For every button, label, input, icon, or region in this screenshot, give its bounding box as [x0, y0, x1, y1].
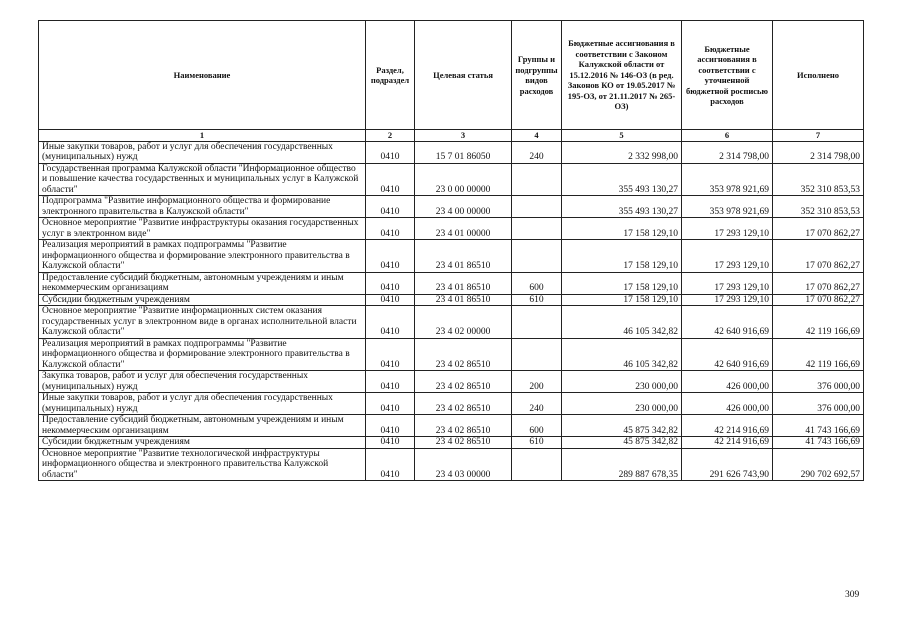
column-number-row	[39, 130, 864, 142]
cell-executed: 290 702 692,57	[773, 448, 864, 481]
cell-executed: 352 310 853,53	[773, 196, 864, 218]
cell-expense-group: 240	[512, 393, 562, 415]
cell-section: 0410	[366, 240, 415, 273]
cell-budget-refined: 2 314 798,00	[682, 141, 773, 163]
cell-budget-law: 46 105 342,82	[562, 306, 682, 339]
cell-section: 0410	[366, 393, 415, 415]
cell-expense-group: 600	[512, 415, 562, 437]
cell-expense-group	[512, 196, 562, 218]
cell-budget-law: 17 158 129,10	[562, 272, 682, 294]
cell-target-article: 15 7 01 86050	[415, 141, 512, 163]
cell-expense-group: 200	[512, 371, 562, 393]
cell-budget-law: 230 000,00	[562, 371, 682, 393]
table-row	[39, 306, 864, 339]
header-expense-group: Группы и подгруппы видов расходов	[512, 21, 562, 130]
cell-expense-group	[512, 448, 562, 481]
column-number: 3	[415, 130, 512, 142]
cell-budget-refined: 426 000,00	[682, 393, 773, 415]
cell-budget-refined: 17 293 129,10	[682, 272, 773, 294]
cell-budget-refined: 42 214 916,69	[682, 415, 773, 437]
cell-expense-group	[512, 218, 562, 240]
cell-target-article: 23 4 01 86510	[415, 272, 512, 294]
column-number: 7	[773, 130, 864, 142]
cell-target-article: 23 4 03 00000	[415, 448, 512, 481]
cell-name: Государственная программа Калужской области "Информационное общество и повышение качества государственных и муниципальных услуг в Калужской области"	[39, 163, 366, 196]
cell-section: 0410	[366, 437, 415, 449]
header-executed: Исполнено	[773, 21, 864, 130]
cell-section: 0410	[366, 338, 415, 371]
cell-name: Основное мероприятие "Развитие информационных систем оказания государственных услуг в электронном виде в органах исполнительной власти Калужской области"	[39, 306, 366, 339]
table-row	[39, 240, 864, 273]
cell-executed: 42 119 166,69	[773, 338, 864, 371]
cell-name: Субсидии бюджетным учреждениям	[39, 437, 366, 449]
cell-budget-refined: 17 293 129,10	[682, 218, 773, 240]
cell-budget-law: 45 875 342,82	[562, 415, 682, 437]
cell-target-article: 23 4 02 86510	[415, 437, 512, 449]
cell-executed: 17 070 862,27	[773, 272, 864, 294]
column-number: 2	[366, 130, 415, 142]
cell-target-article: 23 4 00 00000	[415, 196, 512, 218]
cell-executed: 41 743 166,69	[773, 415, 864, 437]
cell-section: 0410	[366, 141, 415, 163]
cell-target-article: 23 4 02 86510	[415, 338, 512, 371]
table-row	[39, 294, 864, 306]
table-row	[39, 448, 864, 481]
cell-budget-law: 355 493 130,27	[562, 163, 682, 196]
cell-budget-law: 2 332 998,00	[562, 141, 682, 163]
cell-name: Закупка товаров, работ и услуг для обеспечения государственных (муниципальных) нужд	[39, 371, 366, 393]
header-budget-law: Бюджетные ассигнования в соответствии с Законом Калужской области от 15.12.2016 № 146-ОЗ (в ред. Законов КО от 19.05.2017 № 195-ОЗ, от 21.11.2017 № 265-ОЗ)	[562, 21, 682, 130]
cell-target-article: 23 4 02 86510	[415, 393, 512, 415]
table-row	[39, 163, 864, 196]
cell-name: Основное мероприятие "Развитие технологической инфраструктуры информационного общества и электронного правительства Калужской области"	[39, 448, 366, 481]
cell-name: Реализация мероприятий в рамках подпрограммы "Развитие информационного общества и формирование электронного правительства в Калужской области"	[39, 338, 366, 371]
cell-section: 0410	[366, 306, 415, 339]
cell-target-article: 23 4 01 86510	[415, 294, 512, 306]
table-row	[39, 141, 864, 163]
column-number: 5	[562, 130, 682, 142]
cell-executed: 41 743 166,69	[773, 437, 864, 449]
table-row	[39, 415, 864, 437]
cell-budget-refined: 17 293 129,10	[682, 240, 773, 273]
table-row	[39, 272, 864, 294]
header-target-article: Целевая статья	[415, 21, 512, 130]
page-number: 309	[845, 590, 860, 600]
cell-budget-law: 17 158 129,10	[562, 240, 682, 273]
cell-section: 0410	[366, 163, 415, 196]
cell-expense-group	[512, 240, 562, 273]
cell-budget-law: 289 887 678,35	[562, 448, 682, 481]
cell-executed: 17 070 862,27	[773, 218, 864, 240]
column-number: 4	[512, 130, 562, 142]
table-row	[39, 338, 864, 371]
cell-budget-law: 17 158 129,10	[562, 294, 682, 306]
cell-executed: 376 000,00	[773, 393, 864, 415]
cell-name: Иные закупки товаров, работ и услуг для обеспечения государственных (муниципальных) нужд	[39, 141, 366, 163]
cell-section: 0410	[366, 415, 415, 437]
cell-budget-law: 17 158 129,10	[562, 218, 682, 240]
column-number: 6	[682, 130, 773, 142]
cell-executed: 17 070 862,27	[773, 240, 864, 273]
cell-target-article: 23 4 02 86510	[415, 371, 512, 393]
cell-section: 0410	[366, 196, 415, 218]
cell-expense-group	[512, 306, 562, 339]
cell-budget-refined: 291 626 743,90	[682, 448, 773, 481]
header-budget-refined: Бюджетные ассигнования в соответствии с уточненной бюджетной росписью расходов	[682, 21, 773, 130]
table-row	[39, 218, 864, 240]
header-name: Наименование	[39, 21, 366, 130]
cell-name: Иные закупки товаров, работ и услуг для обеспечения государственных (муниципальных) нужд	[39, 393, 366, 415]
cell-expense-group: 240	[512, 141, 562, 163]
cell-name: Предоставление субсидий бюджетным, автономным учреждениям и иным некоммерческим организациям	[39, 415, 366, 437]
table-header-row	[39, 21, 864, 130]
table-row	[39, 437, 864, 449]
cell-section: 0410	[366, 371, 415, 393]
cell-budget-law: 230 000,00	[562, 393, 682, 415]
header-section: Раздел, подраздел	[366, 21, 415, 130]
cell-expense-group: 610	[512, 437, 562, 449]
cell-name: Реализация мероприятий в рамках подпрограммы "Развитие информационного общества и формирование электронного правительства в Калужской области"	[39, 240, 366, 273]
cell-target-article: 23 4 02 00000	[415, 306, 512, 339]
table-row	[39, 371, 864, 393]
cell-name: Подпрограмма "Развитие информационного общества и формирование электронного правительства в Калужской области"	[39, 196, 366, 218]
table-row	[39, 393, 864, 415]
table-row	[39, 196, 864, 218]
cell-budget-law: 46 105 342,82	[562, 338, 682, 371]
cell-budget-refined: 17 293 129,10	[682, 294, 773, 306]
cell-section: 0410	[366, 448, 415, 481]
cell-budget-refined: 353 978 921,69	[682, 163, 773, 196]
cell-budget-refined: 42 640 916,69	[682, 306, 773, 339]
cell-target-article: 23 4 02 86510	[415, 415, 512, 437]
cell-name: Основное мероприятие "Развитие инфраструктуры оказания государственных услуг в электронном виде"	[39, 218, 366, 240]
cell-executed: 376 000,00	[773, 371, 864, 393]
cell-name: Субсидии бюджетным учреждениям	[39, 294, 366, 306]
cell-executed: 2 314 798,00	[773, 141, 864, 163]
cell-section: 0410	[366, 272, 415, 294]
cell-budget-law: 355 493 130,27	[562, 196, 682, 218]
cell-budget-refined: 426 000,00	[682, 371, 773, 393]
cell-section: 0410	[366, 294, 415, 306]
cell-executed: 17 070 862,27	[773, 294, 864, 306]
cell-budget-refined: 42 214 916,69	[682, 437, 773, 449]
cell-expense-group	[512, 338, 562, 371]
cell-executed: 352 310 853,53	[773, 163, 864, 196]
cell-budget-law: 45 875 342,82	[562, 437, 682, 449]
cell-target-article: 23 0 00 00000	[415, 163, 512, 196]
cell-executed: 42 119 166,69	[773, 306, 864, 339]
cell-budget-refined: 42 640 916,69	[682, 338, 773, 371]
cell-target-article: 23 4 01 86510	[415, 240, 512, 273]
cell-expense-group: 600	[512, 272, 562, 294]
budget-table	[38, 20, 864, 481]
cell-name: Предоставление субсидий бюджетным, автономным учреждениям и иным некоммерческим организациям	[39, 272, 366, 294]
table-body	[39, 141, 864, 481]
cell-expense-group: 610	[512, 294, 562, 306]
cell-section: 0410	[366, 218, 415, 240]
cell-expense-group	[512, 163, 562, 196]
column-number: 1	[39, 130, 366, 142]
cell-target-article: 23 4 01 00000	[415, 218, 512, 240]
cell-budget-refined: 353 978 921,69	[682, 196, 773, 218]
